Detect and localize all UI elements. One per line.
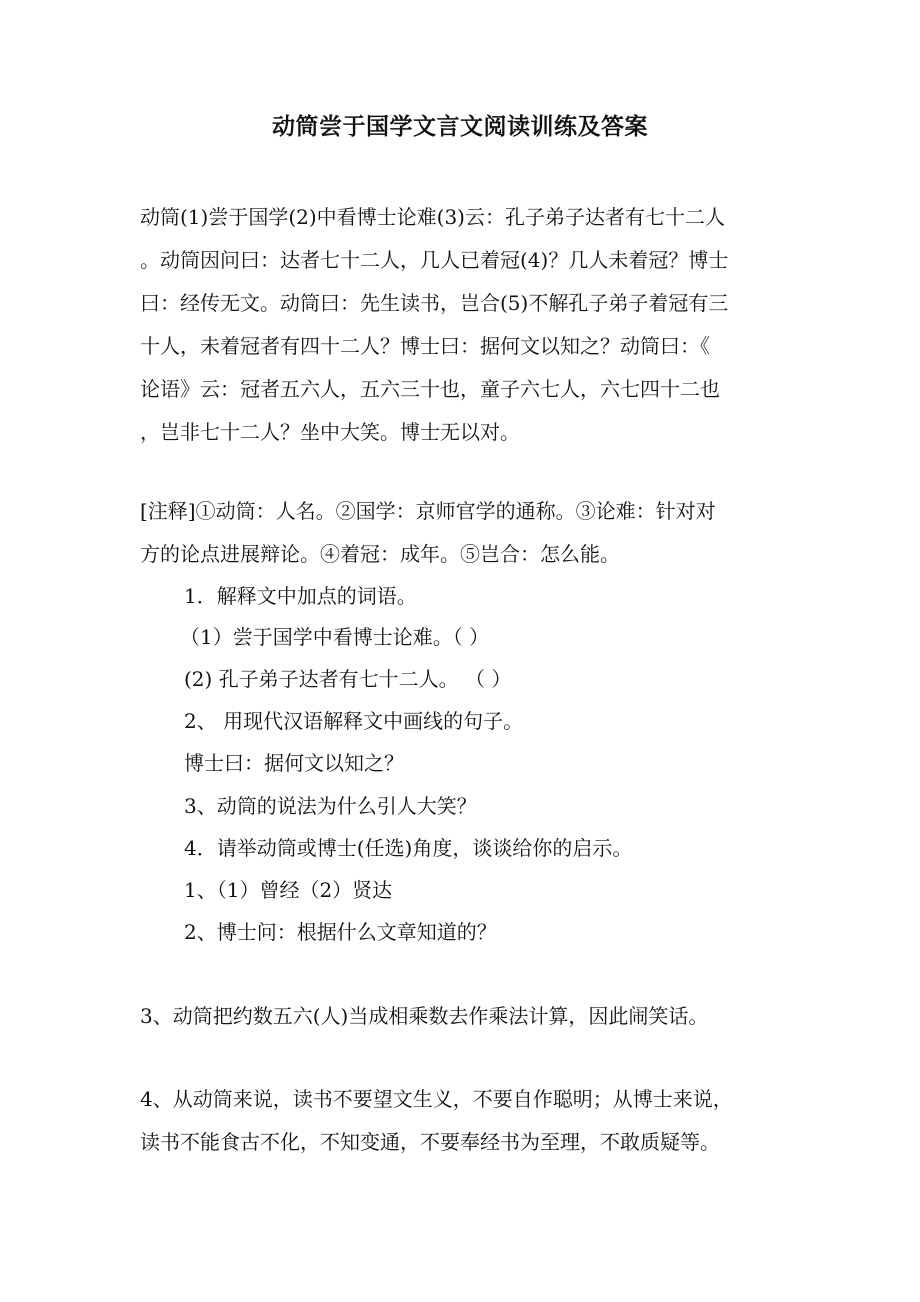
notes [140,490,780,576]
passage-line: 十人，未着冠者有四十二人？博士曰：据何文以知之？动筒曰：《 [140,334,710,358]
question-1: 1．解释文中加点的词语。 [184,584,417,608]
document-title: 动筒尝于国学文言文阅读训练及答案 [272,113,648,140]
question-1-item-2: (2) 孔子弟子达者有七十二人。 （ ） [184,667,512,691]
question-2: 2、 用现代汉语解释文中画线的句子。 [184,709,524,733]
passage-line: 。动筒因问曰：达者七十二人，几人已着冠(4)？几人未着冠？博士 [140,248,729,272]
notes-line: [注释]①动筒：人名。②国学：京师官学的通称。③论难：针对对 [140,499,716,523]
answer-3: 3、动筒把约数五六(人)当成相乘数去作乘法计算，因此闹笑话。 [140,1004,709,1028]
question-4: 4．请举动筒或博士(任选)角度，谈谈给你的启示。 [184,836,633,860]
passage-line: 曰：经传无文。动筒曰：先生读书，岂合(5)不解孔子弟子着冠有三 [140,291,729,315]
passage-line: 动筒(1)尝于国学(2)中看博士论难(3)云：孔子弟子达者有七十二人 [140,205,725,229]
answer-4-line: 4、从动筒来说，读书不要望文生义，不要自作聪明；从博士来说， [140,1087,733,1111]
answer-1: 1、（1）曾经（2）贤达 [184,878,393,902]
passage-line: 论语》云：冠者五六人，五六三十也，童子六七人，六七四十二也 [140,377,720,401]
question-1-item-1: （1）尝于国学中看博士论难。（ ） [180,625,490,649]
passage [140,196,780,454]
answer-4 [140,1078,780,1164]
passage-line: ，岂非七十二人？坐中大笑。博士无以对。 [140,420,520,444]
answer-2: 2、博士问：根据什么文章知道的？ [184,920,497,944]
notes-line: 方的论点进展辩论。④着冠：成年。⑤岂合：怎么能。 [140,542,620,566]
question-2-sentence: 博士曰：据何文以知之？ [184,751,404,775]
answer-4-line: 读书不能食古不化，不知变通，不要奉经书为至理，不敢质疑等。 [140,1130,720,1154]
question-3: 3、动筒的说法为什么引人大笑？ [184,794,477,818]
